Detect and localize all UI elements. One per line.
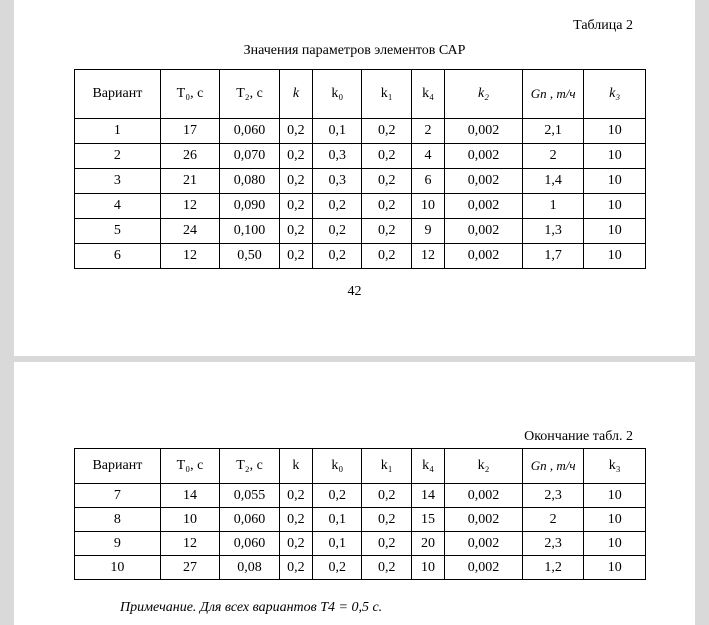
table-cell: 0,002 bbox=[445, 244, 523, 269]
table-row bbox=[75, 508, 646, 532]
table-cell: 0,2 bbox=[362, 219, 411, 244]
table-cell: 0,080 bbox=[220, 169, 280, 194]
table-cell: 1 bbox=[75, 119, 161, 144]
table-cell: 0,2 bbox=[279, 144, 312, 169]
table-footnote: Примечание. Для всех вариантов Т4 = 0,5 с. bbox=[120, 600, 383, 615]
header-cell: k₃ bbox=[584, 70, 646, 119]
table-cell: 12 bbox=[160, 532, 220, 556]
table-cell: 0,2 bbox=[362, 194, 411, 219]
table-title: Значения параметров элементов САР bbox=[243, 43, 466, 58]
table-cell: 0,2 bbox=[362, 144, 411, 169]
table-cell: 0,070 bbox=[220, 144, 280, 169]
table-cell: 0,1 bbox=[313, 532, 362, 556]
table-cell: 10 bbox=[584, 219, 646, 244]
header-cell: T₀, с bbox=[160, 70, 220, 119]
header-cell: Gп , т/ч bbox=[522, 449, 584, 484]
document-page-2 bbox=[14, 362, 695, 625]
table-cell: 9 bbox=[411, 219, 444, 244]
table-cell: 27 bbox=[160, 556, 220, 580]
table-header-row bbox=[75, 70, 646, 119]
table-cell: 1,2 bbox=[522, 556, 584, 580]
header-cell: k₂ bbox=[445, 449, 523, 484]
table-cell: 2,1 bbox=[522, 119, 584, 144]
table-header-row bbox=[75, 449, 646, 484]
table-cell: 10 bbox=[584, 244, 646, 269]
parameters-table bbox=[74, 69, 646, 269]
table-cell: 0,060 bbox=[220, 119, 280, 144]
table-cell: 0,2 bbox=[313, 556, 362, 580]
table-cell: 2 bbox=[522, 508, 584, 532]
table-row bbox=[75, 219, 646, 244]
table-cell: 0,002 bbox=[445, 169, 523, 194]
table-cell: 0,1 bbox=[313, 508, 362, 532]
table-cell: 0,2 bbox=[313, 244, 362, 269]
table-cell: 12 bbox=[411, 244, 444, 269]
table-cell: 0,2 bbox=[362, 556, 411, 580]
header-cell: k₁ bbox=[362, 449, 411, 484]
table-cell: 20 bbox=[411, 532, 444, 556]
table-cell: 10 bbox=[160, 508, 220, 532]
table-cell: 3 bbox=[75, 169, 161, 194]
table-cell: 2 bbox=[75, 144, 161, 169]
table-cell: 0,2 bbox=[313, 484, 362, 508]
table-cell: 10 bbox=[411, 194, 444, 219]
table-cell: 4 bbox=[411, 144, 444, 169]
table-cell: 10 bbox=[584, 119, 646, 144]
table-cell: 0,002 bbox=[445, 194, 523, 219]
table-cell: 0,2 bbox=[279, 194, 312, 219]
header-cell: k₁ bbox=[362, 70, 411, 119]
table-cell: 0,002 bbox=[445, 532, 523, 556]
header-cell: k₃ bbox=[584, 449, 646, 484]
table-cell: 9 bbox=[75, 532, 161, 556]
table-cell: 1,7 bbox=[522, 244, 584, 269]
table-row bbox=[75, 556, 646, 580]
table-cell: 0,002 bbox=[445, 144, 523, 169]
table-cell: 10 bbox=[584, 484, 646, 508]
table-cell: 10 bbox=[411, 556, 444, 580]
table-cell: 0,2 bbox=[362, 169, 411, 194]
table-cell: 24 bbox=[160, 219, 220, 244]
table-cell: 0,2 bbox=[362, 119, 411, 144]
table-cell: 26 bbox=[160, 144, 220, 169]
table-cell: 10 bbox=[584, 532, 646, 556]
table-cell: 15 bbox=[411, 508, 444, 532]
header-cell: k₂ bbox=[445, 70, 523, 119]
table-cell: 8 bbox=[75, 508, 161, 532]
table-cell: 6 bbox=[411, 169, 444, 194]
table-row bbox=[75, 144, 646, 169]
table-cell: 0,2 bbox=[362, 244, 411, 269]
table-cell: 2 bbox=[411, 119, 444, 144]
table-cell: 0,055 bbox=[220, 484, 280, 508]
header-cell: k₀ bbox=[313, 70, 362, 119]
table-cell: 1 bbox=[522, 194, 584, 219]
table-cell: 0,2 bbox=[279, 244, 312, 269]
table-cell: 10 bbox=[584, 144, 646, 169]
table-row bbox=[75, 194, 646, 219]
table-cell: 12 bbox=[160, 244, 220, 269]
table-cell: 14 bbox=[160, 484, 220, 508]
table-cell: 0,060 bbox=[220, 508, 280, 532]
table-cell: 0,2 bbox=[279, 119, 312, 144]
header-cell: k₄ bbox=[411, 70, 444, 119]
table-cell: 0,50 bbox=[220, 244, 280, 269]
table-continuation-label: Окончание табл. 2 bbox=[524, 429, 633, 444]
header-cell: T₀, с bbox=[160, 449, 220, 484]
table-cell: 2 bbox=[522, 144, 584, 169]
table-cell: 1,4 bbox=[522, 169, 584, 194]
table-cell: 0,08 bbox=[220, 556, 280, 580]
table-cell: 21 bbox=[160, 169, 220, 194]
header-cell: Вариант bbox=[75, 70, 161, 119]
table-cell: 0,2 bbox=[279, 484, 312, 508]
table-cell: 5 bbox=[75, 219, 161, 244]
header-cell: Gп , т/ч bbox=[522, 70, 584, 119]
table-cell: 0,2 bbox=[279, 556, 312, 580]
document-page-1 bbox=[14, 0, 695, 356]
header-cell: k bbox=[279, 70, 312, 119]
table-cell: 0,2 bbox=[279, 508, 312, 532]
table-cell: 12 bbox=[160, 194, 220, 219]
table-row bbox=[75, 484, 646, 508]
table-label: Таблица 2 bbox=[573, 18, 633, 33]
header-cell: T₂, с bbox=[220, 449, 280, 484]
table-cell: 0,090 bbox=[220, 194, 280, 219]
table-cell: 0,060 bbox=[220, 532, 280, 556]
table-cell: 0,002 bbox=[445, 119, 523, 144]
table-cell: 0,002 bbox=[445, 508, 523, 532]
table-cell: 10 bbox=[584, 556, 646, 580]
table-cell: 6 bbox=[75, 244, 161, 269]
parameters-table-continued bbox=[74, 448, 646, 580]
table-cell: 0,002 bbox=[445, 484, 523, 508]
table-cell: 2,3 bbox=[522, 532, 584, 556]
table-row bbox=[75, 244, 646, 269]
table-cell: 0,002 bbox=[445, 556, 523, 580]
table-cell: 0,2 bbox=[362, 508, 411, 532]
header-cell: k₀ bbox=[313, 449, 362, 484]
table-cell: 10 bbox=[75, 556, 161, 580]
table-cell: 14 bbox=[411, 484, 444, 508]
table-cell: 0,100 bbox=[220, 219, 280, 244]
page-number: 42 bbox=[347, 284, 362, 299]
header-cell: k bbox=[279, 449, 312, 484]
table-row bbox=[75, 532, 646, 556]
table-cell: 4 bbox=[75, 194, 161, 219]
table-cell: 2,3 bbox=[522, 484, 584, 508]
table-cell: 10 bbox=[584, 508, 646, 532]
table-cell: 10 bbox=[584, 194, 646, 219]
table-row bbox=[75, 169, 646, 194]
table-cell: 0,2 bbox=[313, 219, 362, 244]
table-cell: 1,3 bbox=[522, 219, 584, 244]
header-cell: Вариант bbox=[75, 449, 161, 484]
table-cell: 7 bbox=[75, 484, 161, 508]
table-row bbox=[75, 119, 646, 144]
table-cell: 0,3 bbox=[313, 144, 362, 169]
header-cell: T₂, с bbox=[220, 70, 280, 119]
table-cell: 0,2 bbox=[362, 532, 411, 556]
table-cell: 0,2 bbox=[362, 484, 411, 508]
table-cell: 0,2 bbox=[279, 532, 312, 556]
table-cell: 0,2 bbox=[279, 219, 312, 244]
table-cell: 10 bbox=[584, 169, 646, 194]
table-cell: 0,002 bbox=[445, 219, 523, 244]
table-cell: 0,3 bbox=[313, 169, 362, 194]
table-cell: 0,2 bbox=[279, 169, 312, 194]
table-cell: 0,2 bbox=[313, 194, 362, 219]
header-cell: k₄ bbox=[411, 449, 444, 484]
table-cell: 0,1 bbox=[313, 119, 362, 144]
table-cell: 17 bbox=[160, 119, 220, 144]
